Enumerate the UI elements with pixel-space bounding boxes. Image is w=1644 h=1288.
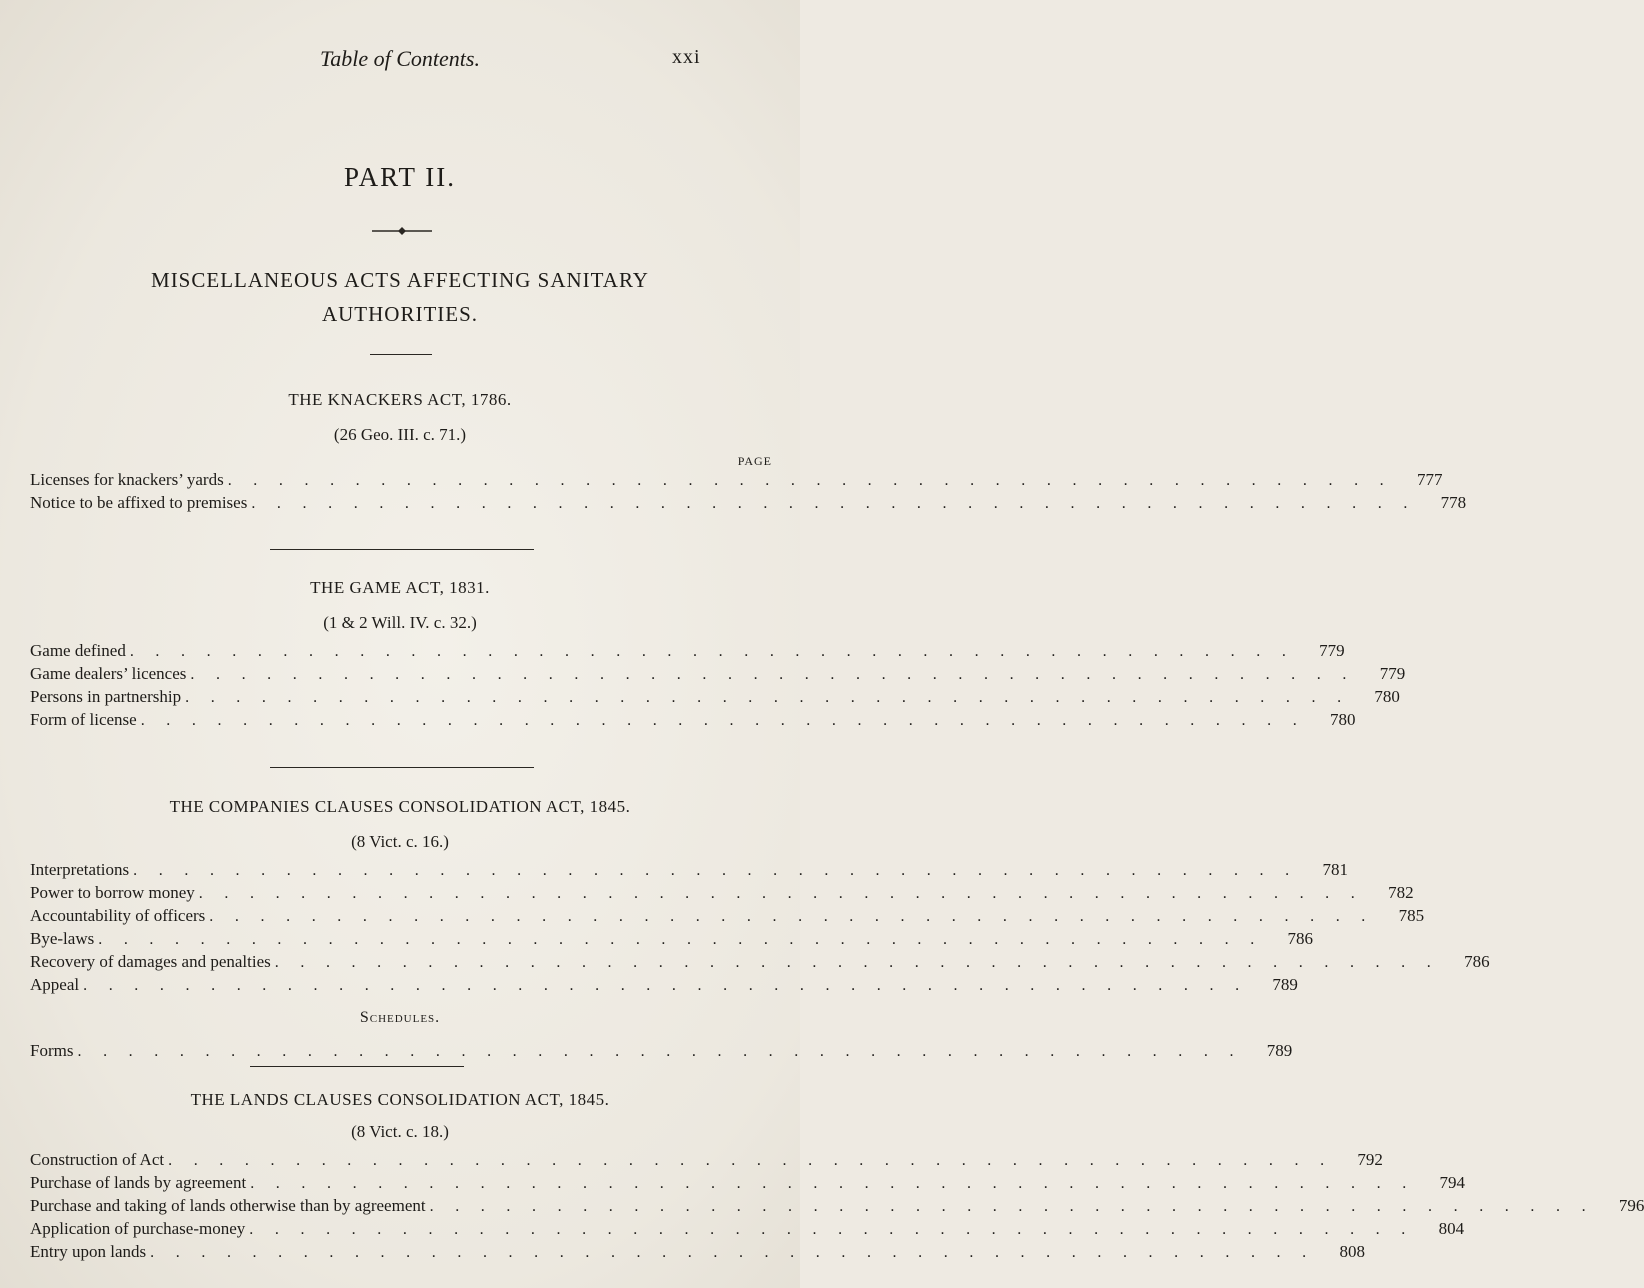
act-title: THE KNACKERS ACT, 1786. [288, 390, 512, 409]
act-title: THE COMPANIES CLAUSES CONSOLIDATION ACT, 1845. [169, 797, 631, 816]
entry-page: 780 [1330, 710, 1356, 729]
part-heading [0, 263, 800, 331]
section-rule [250, 1066, 464, 1067]
section-rule [270, 767, 534, 768]
entry-label: Game dealers’ licences [30, 664, 187, 683]
entry-page: 777 [1417, 470, 1443, 489]
entry-page: 779 [1319, 641, 1345, 660]
toc-entry [30, 929, 1314, 951]
entry-page: 786 [1464, 952, 1490, 971]
entry-page: 782 [1388, 883, 1414, 902]
entry-label: Purchase and taking of lands otherwise than by agreement [30, 1196, 426, 1215]
entry-label: Appeal [30, 975, 80, 994]
part-heading-line-1: MISCELLANEOUS ACTS AFFECTING SANITARY [151, 268, 649, 292]
toc-entry [30, 1219, 1465, 1241]
part-title: PART II. [344, 162, 456, 192]
toc-entry [30, 664, 1406, 686]
ornament-divider [372, 226, 432, 236]
entry-page: 804 [1438, 1219, 1465, 1238]
act-title: THE GAME ACT, 1831. [310, 578, 490, 597]
dot-leader: . . . . . . . . . . . . . . . . . . . . . . . . . . . . . . . . . . . . . . . . . . . . . . [140, 712, 1306, 729]
toc-entry [30, 710, 1356, 732]
toc-entry [30, 975, 1298, 997]
entry-page: 780 [1374, 687, 1400, 706]
toc-entry [30, 687, 1400, 709]
dot-leader: . . . . . . . . . . . . . . . . . . . . . . . . . . . . . . . . . . . . . . . . . . . . . . [168, 1152, 1333, 1169]
dot-leader: . . . . . . . . . . . . . . . . . . . . . . . . . . . . . . . . . . . . . . . . . . . . . . [209, 908, 1375, 925]
act-citation: (8 Vict. c. 16.) [351, 832, 449, 851]
page-column-label: PAGE [737, 454, 772, 468]
entry-page: 781 [1322, 860, 1348, 879]
part-heading-line-2: AUTHORITIES. [321, 302, 479, 326]
act-citation: (26 Geo. III. c. 71.) [333, 425, 467, 444]
entry-page: 794 [1439, 1173, 1466, 1192]
toc-entry [30, 470, 1443, 492]
dot-leader: . . . . . . . . . . . . . . . . . . . . . . . . . . . . . . . . . . . . . . . . . . . . . . [249, 1221, 1415, 1238]
entry-page: 785 [1398, 906, 1425, 925]
entry-label: Notice to be affixed to premises [30, 493, 248, 512]
toc-entry [30, 952, 1490, 974]
dot-leader: . . . . . . . . . . . . . . . . . . . . . . . . . . . . . . . . . . . . . . . . . . . . . . [150, 1244, 1315, 1261]
section-rule [270, 549, 534, 550]
schedules-subheading: Schedules. [359, 1009, 441, 1026]
dot-leader: . . . . . . . . . . . . . . . . . . . . . . . . . . . . . . . . . . . . . . . . . . . . . . [250, 1175, 1416, 1192]
dot-leader: . . . . . . . . . . . . . . . . . . . . . . . . . . . . . . . . . . . . . . . . . . . . . . [133, 862, 1298, 879]
entry-label: Purchase of lands by agreement [30, 1173, 247, 1192]
toc-entry [30, 1173, 1466, 1195]
entry-page: 789 [1266, 1041, 1293, 1060]
dot-leader: . . . . . . . . . . . . . . . . . . . . . . . . . . . . . . . . . . . . . . . . . . . . . . [83, 977, 1248, 994]
toc-entry [30, 641, 1345, 663]
entry-page: 779 [1379, 664, 1406, 683]
dot-leader: . . . . . . . . . . . . . . . . . . . . . . . . . . . . . . . . . . . . . . . . . . . . . . [190, 666, 1356, 683]
toc-entry [30, 1041, 1293, 1063]
toc-entry [30, 906, 1425, 928]
entry-label: Persons in partnership [30, 687, 182, 706]
dot-leader: . . . . . . . . . . . . . . . . . . . . . . . . . . . . . . . . . . . . . . . . . . . . . . [98, 931, 1264, 948]
dot-leader: . . . . . . . . . . . . . . . . . . . . . . . . . . . . . . . . . . . . . . . . . . . . . . [185, 689, 1350, 706]
toc-entry [30, 883, 1414, 905]
entry-page: 808 [1339, 1242, 1365, 1261]
running-title: Table of Contents. [320, 46, 480, 71]
entry-page: 778 [1440, 493, 1467, 512]
toc-entry [30, 1242, 1365, 1264]
short-rule [370, 354, 432, 355]
entry-label: Application of purchase-money [30, 1219, 246, 1238]
entry-label: Forms [30, 1041, 74, 1060]
dot-leader: . . . . . . . . . . . . . . . . . . . . . . . . . . . . . . . . . . . . . . . . . . . . . . [251, 495, 1417, 512]
dot-leader: . . . . . . . . . . . . . . . . . . . . . . . . . . . . . . . . . . . . . . . . . . . . . . [227, 472, 1393, 489]
dot-leader: . . . . . . . . . . . . . . . . . . . . . . . . . . . . . . . . . . . . . . . . . . . . . . [198, 885, 1364, 902]
page-number: xxi [672, 46, 701, 68]
act-citation: (1 & 2 Will. IV. c. 32.) [323, 613, 477, 632]
entry-label: Game defined [30, 641, 126, 660]
entry-label: Recovery of damages and penalties [30, 952, 271, 971]
entry-label: Construction of Act [30, 1150, 165, 1169]
toc-entry [30, 860, 1348, 882]
act-title: THE LANDS CLAUSES CONSOLIDATION ACT, 1845. [190, 1090, 610, 1109]
toc-entry [30, 493, 1467, 515]
entry-label: Licenses for knackers’ yards [30, 470, 224, 489]
entry-page: 786 [1287, 929, 1314, 948]
entry-label: Power to borrow money [30, 883, 195, 902]
dot-leader: . . . . . . . . . . . . . . . . . . . . . . . . . . . . . . . . . . . . . . . . . . . . . . [274, 954, 1440, 971]
dot-leader: . . . . . . . . . . . . . . . . . . . . . . . . . . . . . . . . . . . . . . . . . . . . . . [129, 643, 1295, 660]
toc-entry [30, 1196, 1644, 1218]
entry-page: 789 [1272, 975, 1298, 994]
act-citation: (8 Vict. c. 18.) [351, 1122, 449, 1141]
entry-label: Interpretations [30, 860, 130, 879]
dot-leader: . . . . . . . . . . . . . . . . . . . . . . . . . . . . . . . . . . . . . . . . . . . . . . [429, 1198, 1595, 1215]
dot-leader: . . . . . . . . . . . . . . . . . . . . . . . . . . . . . . . . . . . . . . . . . . . . . . [77, 1043, 1243, 1060]
entry-label: Accountability of officers [30, 906, 206, 925]
entry-label: Bye-laws [30, 929, 95, 948]
running-head [0, 46, 800, 76]
entry-label: Form of license [30, 710, 137, 729]
entry-page: 796 [1618, 1196, 1644, 1215]
entry-page: 792 [1357, 1150, 1383, 1169]
entry-label: Entry upon lands [30, 1242, 147, 1261]
toc-entry [30, 1150, 1383, 1172]
